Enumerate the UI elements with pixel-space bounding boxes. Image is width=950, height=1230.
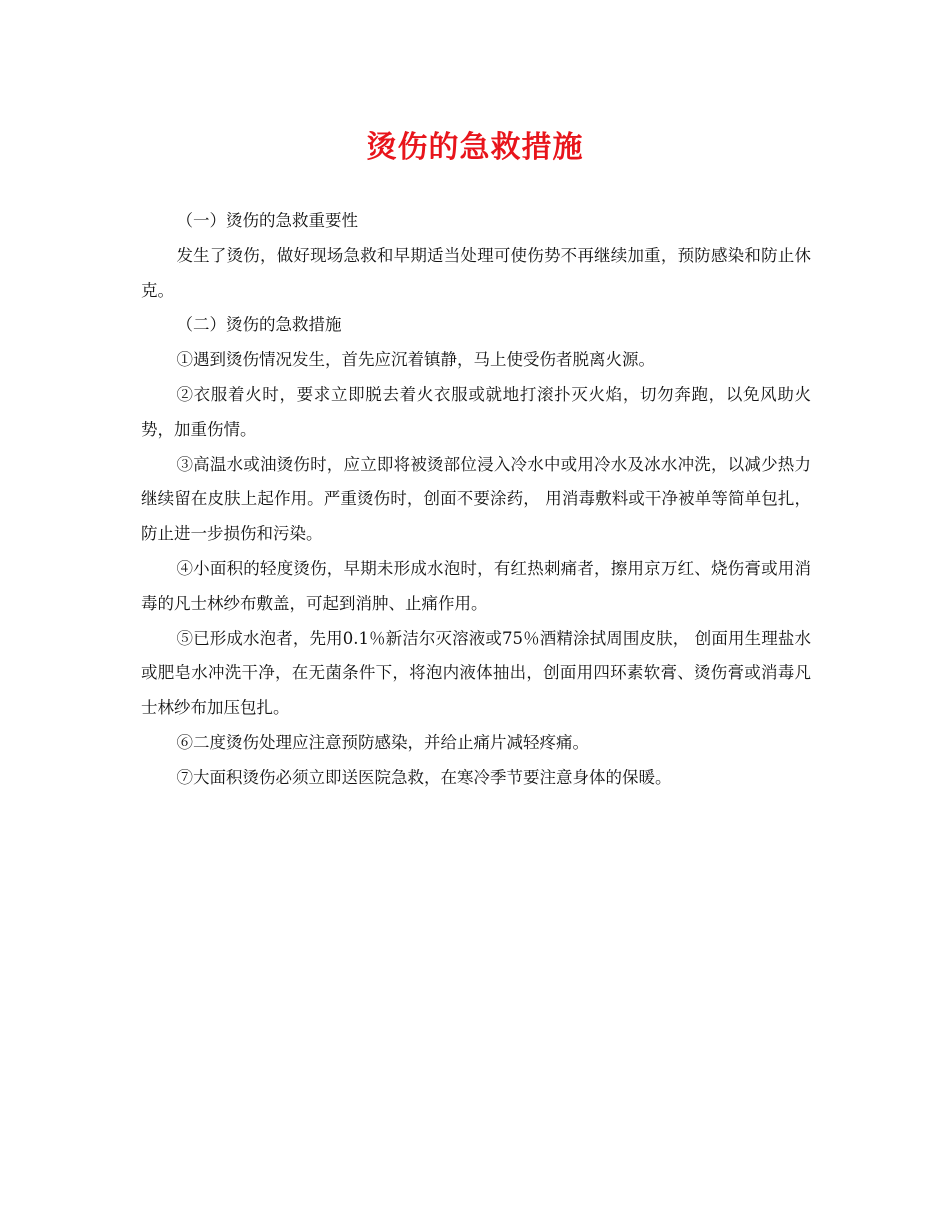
section-heading-importance: （一）烫伤的急救重要性 <box>176 211 358 230</box>
measure-item-3: ③高温水或油烫伤时，应立即将被烫部位浸入冷水中或用冷水及冰水冲洗，以减少热力继续留在皮肤上起作用。严重烫伤时，创面不要涂药， 用消毒敷料或干净被单等简单包扎，防止进一步损伤和污染。 <box>141 454 811 544</box>
measure-item-6: ⑥二度烫伤处理应注意预防感染，并给止痛片减轻疼痛。 <box>176 732 589 752</box>
document-body <box>141 204 811 796</box>
measure-item-4: ④小面积的轻度烫伤，早期未形成水泡时，有红热刺痛者，擦用京万红、烧伤膏或用消毒的凡士林纱布敷盖，可起到消肿、止痛作用。 <box>141 558 811 613</box>
measure-item-1: ①遇到烫伤情况发生，首先应沉着镇静，马上使受伤者脱离火源。 <box>176 350 655 370</box>
measure-item-5: ⑤已形成水泡者，先用0.1％新洁尔灭溶液或75％酒精涂拭周围皮肤， 创面用生理盐水或肥皂水冲洗干净，在无菌条件下，将泡内液体抽出，创面用四环素软膏、烫伤膏或消毒凡士林纱布加压包扎。 <box>141 628 811 718</box>
measure-item-7: ⑦大面积烫伤必须立即送医院急救，在寒冷季节要注意身体的保暖。 <box>176 767 672 787</box>
section-heading-measures: （二）烫伤的急救措施 <box>176 315 342 335</box>
document-title: 烫伤的急救措施 <box>366 130 584 165</box>
measure-item-2: ②衣服着火时，要求立即脱去着火衣服或就地打滚扑灭火焰，切勿奔跑，以免风助火势，加重伤情。 <box>141 384 811 439</box>
paragraph-importance: 发生了烫伤，做好现场急救和早期适当处理可使伤势不再继续加重，预防感染和防止休克。 <box>141 245 811 300</box>
